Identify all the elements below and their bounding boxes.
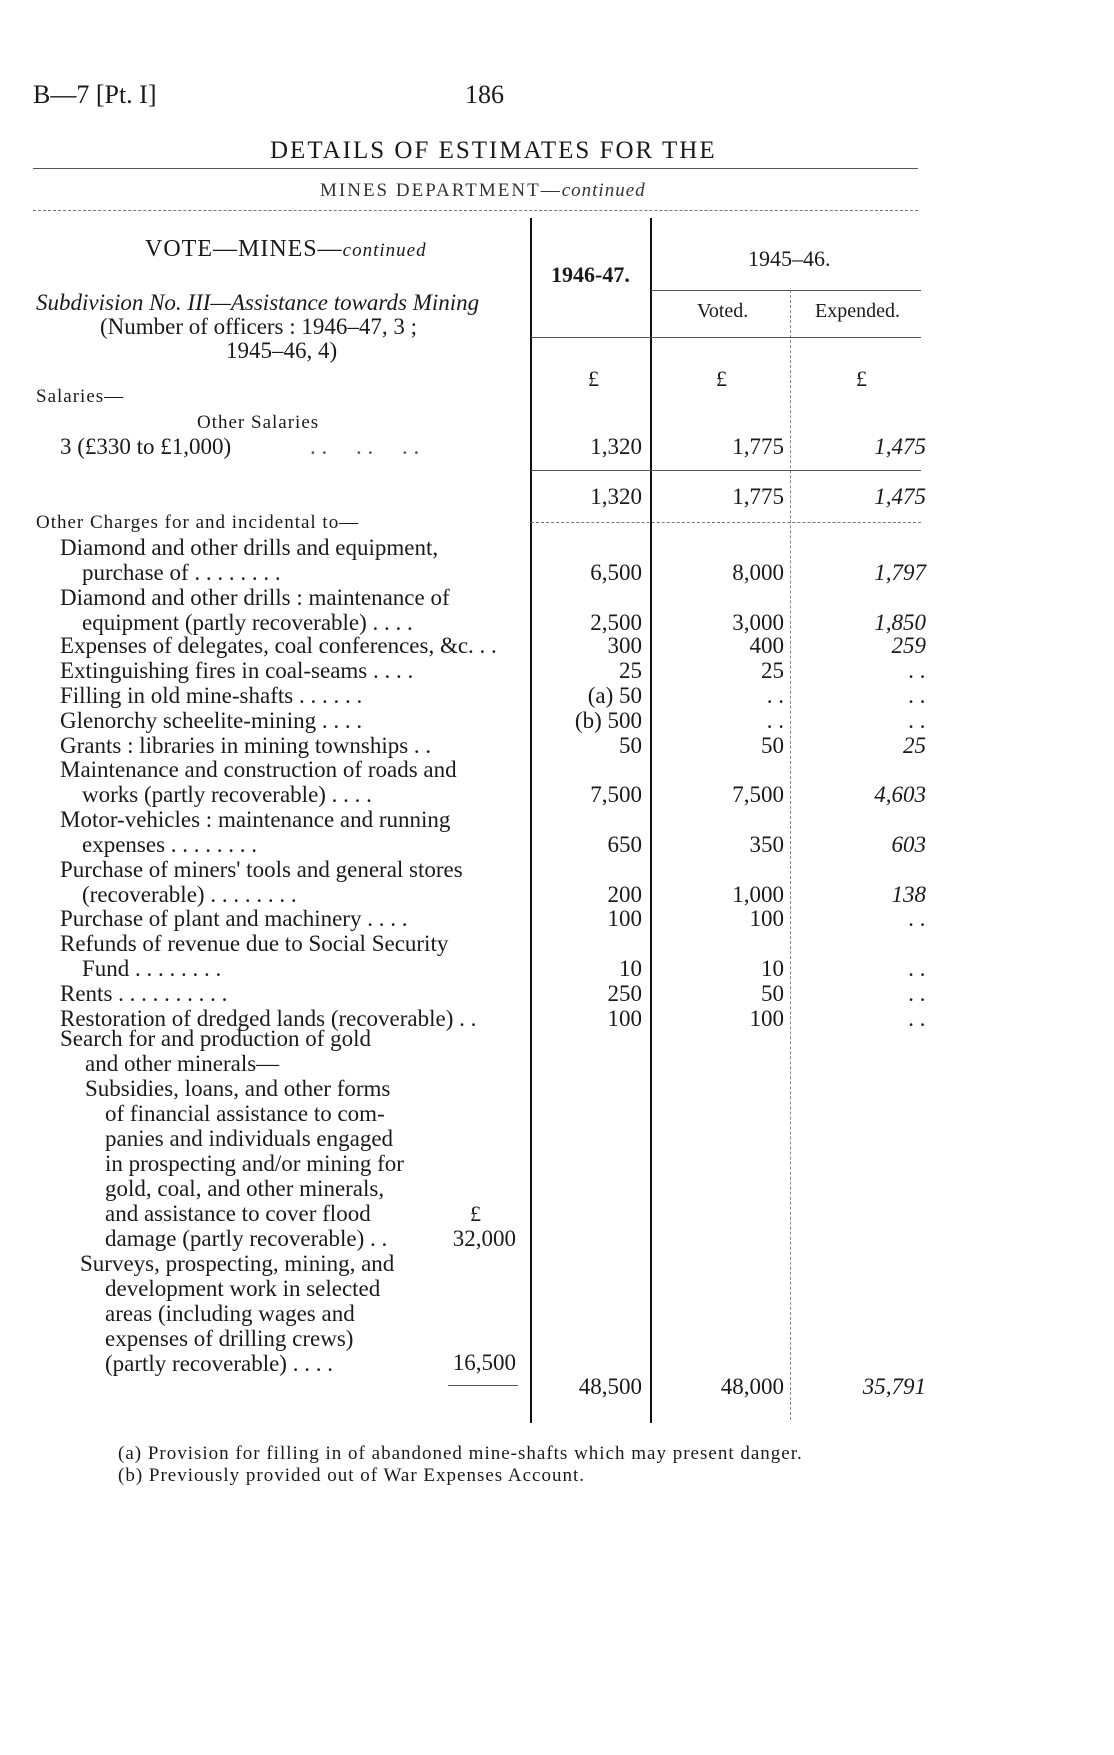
charge-expended: 4,603 <box>874 781 926 807</box>
charge-expended: . . <box>908 708 926 733</box>
column-voted: Voted. <box>697 300 749 322</box>
charge-1946-47: 650 <box>607 831 642 857</box>
officers-line-1: (Number of officers : 1946–47, 3 ; <box>100 314 418 339</box>
charge-label-line: Fund . . . . . . . . <box>82 955 222 981</box>
other-salaries-heading: Other Salaries <box>197 412 320 433</box>
charge-1946-47: 25 <box>619 658 642 683</box>
charge-label-line: Maintenance and construction of roads and <box>60 757 457 782</box>
charge-label-line: purchase of . . . . . . . . <box>82 559 281 585</box>
charge-expended: . . <box>908 658 926 683</box>
subitem-1-line: in prospecting and/or mining for <box>105 1151 404 1176</box>
charge-expended: 259 <box>891 633 926 658</box>
grand-total-voted: 48,000 <box>720 1374 784 1399</box>
subitem-2-line: Surveys, prospecting, mining, and <box>80 1251 395 1276</box>
charge-voted: . . <box>766 708 784 733</box>
salary-bottom-rule <box>531 522 921 523</box>
charge-voted: 1,000 <box>732 881 784 907</box>
charge-label-line: Expenses of delegates, coal conferences, &c. . . <box>60 633 497 658</box>
charge-label-line: Filling in old mine-shafts . . . . . . <box>60 683 363 708</box>
charge-expended: . . <box>908 955 926 981</box>
subitem-1-line: Subsidies, loans, and other forms <box>85 1076 391 1101</box>
department-title <box>320 180 646 202</box>
charge-1946-47: 100 <box>607 1006 642 1031</box>
footnote-a: (a) Provision for filling in of abandoned mine-shafts which may present danger. <box>118 1443 803 1464</box>
charge-label-line: (recoverable) . . . . . . . . <box>82 881 297 907</box>
subitem-currency: £ <box>470 1201 481 1226</box>
charge-1946-47: 200 <box>607 881 642 907</box>
charge-label-line: expenses . . . . . . . . <box>82 831 258 857</box>
charge-expended: . . <box>908 1006 926 1031</box>
column-1946-47: 1946-47. <box>551 262 630 287</box>
other-charges-heading: Other Charges for and incidental to— <box>36 512 360 533</box>
charge-voted: 25 <box>761 658 784 683</box>
salary-item-label: 3 (£330 to £1,000) <box>60 434 232 459</box>
charge-1946-47: 300 <box>607 633 642 658</box>
charge-label-line: works (partly recoverable) . . . . <box>82 781 372 807</box>
charge-expended: . . <box>908 906 926 931</box>
subitem-total-rule <box>448 1385 518 1386</box>
charge-label-line: Restoration of dredged lands (recoverable) . . <box>60 1006 477 1031</box>
subitem-1-line: and assistance to cover flood <box>105 1201 371 1226</box>
charge-1946-47: (b) 500 <box>574 708 642 733</box>
charge-expended: 603 <box>891 831 926 857</box>
charge-label-line: Diamond and other drills and equipment, <box>60 535 439 560</box>
salary-1946-47: 1,320 <box>590 434 642 459</box>
salary-total-voted: 1,775 <box>732 484 784 509</box>
grand-total-expended: 35,791 <box>862 1374 926 1399</box>
column-divider-mid <box>650 218 652 1423</box>
subitem-2-line: areas (including wages and <box>105 1301 355 1326</box>
subitem-2-line: expenses of drilling crews) <box>105 1326 354 1351</box>
charge-1946-47: 10 <box>619 955 642 981</box>
salary-voted: 1,775 <box>732 434 784 459</box>
charge-1946-47: 100 <box>607 906 642 931</box>
charge-1946-47: (a) 50 <box>587 683 642 708</box>
subitem-1-line: panies and individuals engaged <box>105 1126 394 1151</box>
column-divider-left <box>530 218 532 1423</box>
salary-expended: 1,475 <box>874 434 926 459</box>
subitem-2-amount: 16,500 <box>452 1350 516 1375</box>
salary-total-expended: 1,475 <box>874 484 926 509</box>
subitem-2-line: development work in selected <box>105 1276 381 1301</box>
title-rule <box>33 168 918 169</box>
charge-1946-47: 7,500 <box>590 781 642 807</box>
column-expended: Expended. <box>815 300 900 322</box>
charge-voted: 3,000 <box>732 609 784 635</box>
leader-dots: . . . . . . <box>310 434 420 459</box>
subitem-1-line: of financial assistance to com- <box>105 1101 385 1126</box>
page-title: DETAILS OF ESTIMATES FOR THE <box>270 137 717 164</box>
charge-voted: 50 <box>761 981 784 1006</box>
charge-voted: 100 <box>749 1006 784 1031</box>
charge-1946-47: 250 <box>607 981 642 1006</box>
grand-total-1946-47: 48,500 <box>578 1374 642 1399</box>
charge-label-line: equipment (partly recoverable) . . . . <box>82 609 413 635</box>
salaries-heading: Salaries— <box>36 386 125 407</box>
page-number: 186 <box>465 80 504 109</box>
charge-voted: 8,000 <box>732 559 784 585</box>
charge-voted: 10 <box>761 955 784 981</box>
column-divider-voted <box>790 290 791 1420</box>
charge-label-line: Motor-vehicles : maintenance and running <box>60 807 451 832</box>
department-continued: continued <box>561 180 646 201</box>
footnote-b: (b) Previously provided out of War Expenses Account. <box>118 1465 585 1486</box>
charge-voted: . . <box>766 683 784 708</box>
charge-expended: . . <box>908 981 926 1006</box>
charge-label-line: Refunds of revenue due to Social Security <box>60 931 449 956</box>
page-reference: B—7 [Pt. I] <box>33 80 157 109</box>
charge-label-line: Grants : libraries in mining townships . . <box>60 733 432 758</box>
header-subrule <box>651 290 921 291</box>
department-rule <box>33 210 918 211</box>
charge-label-line: Glenorchy scheelite-mining . . . . <box>60 708 363 733</box>
officers-line-2: 1945–46, 4) <box>226 338 338 363</box>
charge-voted: 100 <box>749 906 784 931</box>
currency-symbol-3: £ <box>856 366 867 391</box>
charge-expended: . . <box>908 683 926 708</box>
subitem-1-line: damage (partly recoverable) . . <box>105 1226 388 1251</box>
charge-voted: 7,500 <box>732 781 784 807</box>
salary-total-rule <box>531 470 921 471</box>
charge-label-line: Purchase of miners' tools and general stores <box>60 857 463 882</box>
charge-label-line: Purchase of plant and machinery . . . . <box>60 906 408 931</box>
charge-expended: 1,850 <box>874 609 926 635</box>
charge-expended: 25 <box>903 733 926 758</box>
currency-symbol-2: £ <box>716 366 727 391</box>
charge-voted: 350 <box>749 831 784 857</box>
charge-label-line: Extinguishing fires in coal-seams . . . . <box>60 658 414 683</box>
charge-expended: 1,797 <box>874 559 926 585</box>
charge-1946-47: 6,500 <box>590 559 642 585</box>
department-name: MINES DEPARTMENT— <box>320 180 562 201</box>
charge-expended: 138 <box>891 881 926 907</box>
subitem-1-line: gold, coal, and other minerals, <box>105 1176 385 1201</box>
charge-voted: 50 <box>761 733 784 758</box>
charge-voted: 400 <box>749 633 784 658</box>
subdivision-title: Subdivision No. III—Assistance towards Mining <box>36 290 480 315</box>
subitem-1-amount: 32,000 <box>452 1226 516 1251</box>
search-heading-line-1: Search for and production of gold <box>60 1026 372 1051</box>
search-heading-line-2: and other minerals— <box>85 1051 280 1076</box>
charge-1946-47: 2,500 <box>590 609 642 635</box>
vote-name: VOTE—MINES— <box>145 236 343 262</box>
charge-label-line: Rents . . . . . . . . . . <box>60 981 228 1006</box>
currency-symbol-1: £ <box>588 366 599 391</box>
charge-label-line: Diamond and other drills : maintenance of <box>60 585 450 610</box>
salary-total-1946-47: 1,320 <box>590 484 642 509</box>
subitem-2-line: (partly recoverable) . . . . <box>105 1351 333 1376</box>
column-1945-46: 1945–46. <box>748 246 831 271</box>
charge-1946-47: 50 <box>619 733 642 758</box>
header-bottom-rule <box>531 337 921 338</box>
vote-title <box>145 236 427 263</box>
vote-continued: continued <box>342 240 427 261</box>
